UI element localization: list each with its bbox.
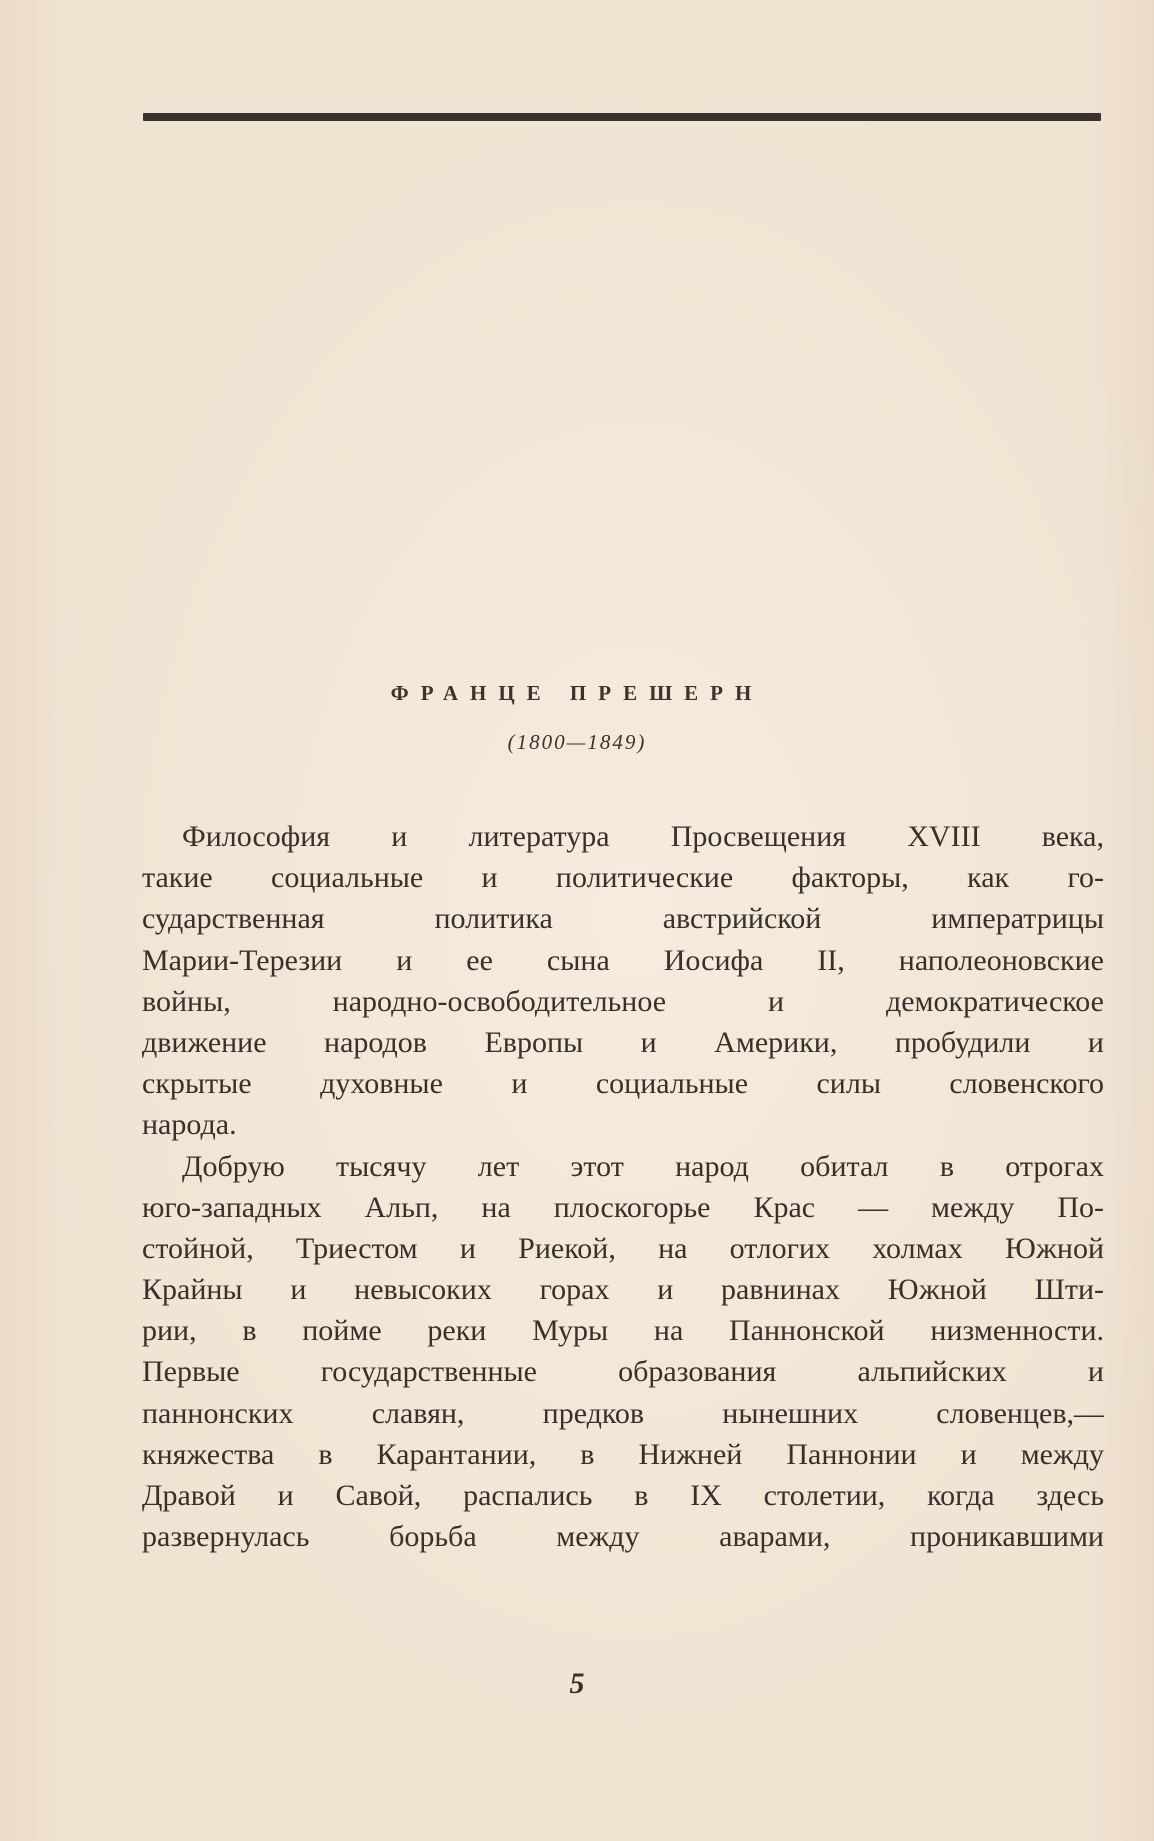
text-line: сударственная политика австрийской императрицы bbox=[142, 902, 1104, 936]
text-line: Марии-Терезии и ее сына Иосифа II, наполеоновские bbox=[142, 943, 1104, 977]
text-line: Первые государственные образования альпийских и bbox=[142, 1355, 1104, 1389]
text-line: движение народов Европы и Америки, пробудили и bbox=[142, 1025, 1104, 1059]
text-line: стойной, Триестом и Риекой, на отлогих холмах Южной bbox=[142, 1231, 1104, 1265]
top-rule bbox=[143, 113, 1101, 121]
text-line: Дравой и Савой, распались в IX столетии, когда здесь bbox=[142, 1479, 1104, 1512]
life-dates: (1800—1849) bbox=[507, 730, 647, 754]
text-line: паннонских славян, предков нынешних словенцев,— bbox=[142, 1396, 1104, 1430]
text-line: народа. bbox=[142, 1108, 237, 1142]
text-line: скрытые духовные и социальные силы словенского bbox=[142, 1067, 1104, 1101]
text-line: рии, в пойме реки Муры на Паннонской низменности. bbox=[142, 1314, 1104, 1348]
text-line: такие социальные и политические факторы, как го- bbox=[142, 861, 1104, 895]
text-line: развернулась борьба между аварами, проникавшими bbox=[142, 1520, 1104, 1554]
text-line: Добрую тысячу лет этот народ обитал в отрогах bbox=[182, 1149, 1104, 1183]
text-line: княжества в Карантании, в Нижней Паннонии и между bbox=[142, 1437, 1104, 1471]
chapter-heading: ФРАНЦЕ ПРЕШЕРН bbox=[390, 681, 764, 705]
body-text bbox=[142, 816, 1104, 1557]
page-number: 5 bbox=[569, 1667, 585, 1700]
text-line: Философия и литература Просвещения XVIII века, bbox=[182, 820, 1104, 853]
text-line: Крайны и невысоких горах и равнинах Южной Шти- bbox=[142, 1273, 1104, 1307]
text-line: юго-западных Альп, на плоскогорье Крас — между По- bbox=[142, 1190, 1104, 1224]
text-line: войны, народно-освободительное и демократическое bbox=[142, 984, 1104, 1018]
